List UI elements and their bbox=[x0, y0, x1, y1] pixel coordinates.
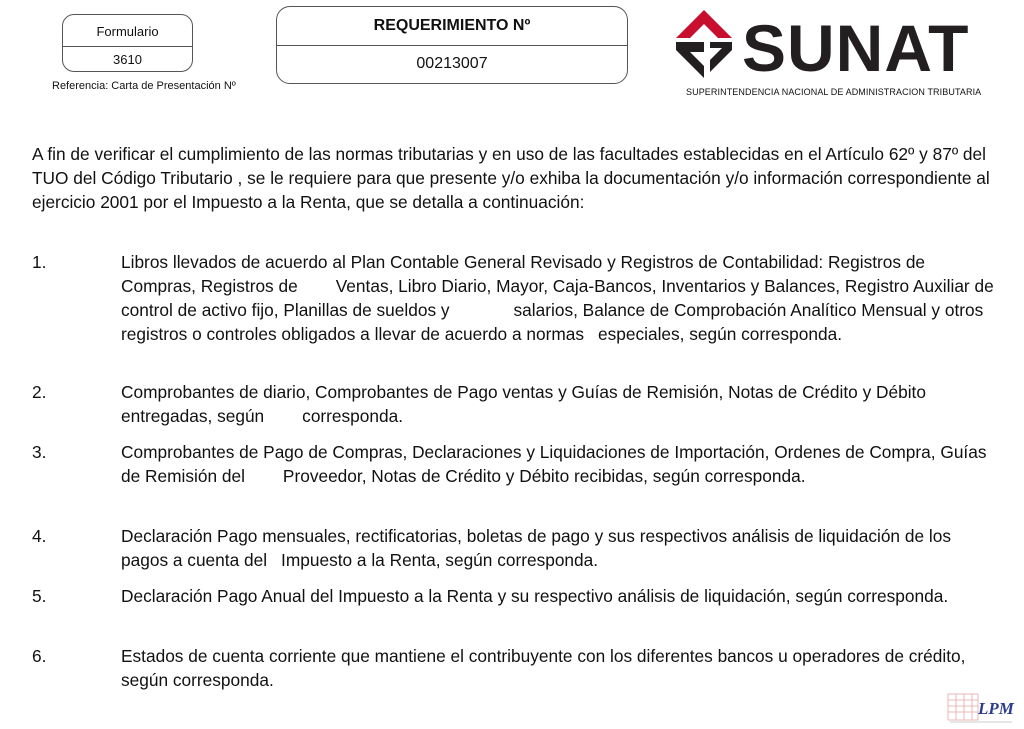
form-box bbox=[62, 14, 193, 72]
item-number: 2. bbox=[32, 382, 47, 402]
reference-text: Referencia: Carta de Presentación Nº bbox=[52, 80, 236, 92]
form-label: Formulario bbox=[96, 24, 159, 39]
sunat-emblem bbox=[676, 10, 732, 78]
item-text: Comprobantes de Pago de Compras, Declaraciones y Liquidaciones de Importación, Ordenes de Compra, Guías de Remisión del Proveedor, Notas de Crédito y Débito recibidas, según corresponda. bbox=[121, 442, 987, 486]
requirement-box bbox=[276, 6, 628, 84]
item-number: 5. bbox=[32, 586, 47, 606]
form-number: 3610 bbox=[113, 52, 142, 67]
sunat-logo-icon bbox=[670, 8, 1010, 80]
lpm-logo-icon bbox=[946, 690, 1016, 726]
item-text: Estados de cuenta corriente que mantiene el contribuyente con los diferentes bancos u operadores de crédito, según corresponda. bbox=[121, 646, 966, 690]
item-text: Libros llevados de acuerdo al Plan Contable General Revisado y Registros de Contabilidad: Registros de Compras, Registros de Ventas, Libro Diario, Mayor, Caja-Bancos, Inventarios y Balances, Registro Auxiliar de control de activo fijo, Planillas de sueldos y salarios, Balance de Comprobación Analítico Mensual y otros registros o controles obligados a llevar de acuerdo a normas especiales, según corresponda. bbox=[121, 252, 994, 344]
list-item bbox=[32, 644, 997, 692]
requirement-divider bbox=[277, 45, 627, 46]
list-item bbox=[32, 440, 997, 488]
item-number: 4. bbox=[32, 526, 47, 546]
intro-paragraph: A fin de verificar el cumplimiento de las normas tributarias y en uso de las facultades establecidas en el Artículo 62º y 87º del TUO del Código Tributario , se le requiere para que presente y/o exhiba la documentación y/o información correspondiente al ejercicio 2001 por el Impuesto a la Renta, que se detalla a continuación: bbox=[32, 144, 990, 212]
item-number: 1. bbox=[32, 252, 47, 272]
form-divider bbox=[63, 46, 192, 47]
list-item bbox=[32, 584, 997, 608]
lpm-logo-text: LPM bbox=[978, 699, 1014, 718]
item-text: Comprobantes de diario, Comprobantes de Pago ventas y Guías de Remisión, Notas de Crédito y Débito entregadas, según corresponda. bbox=[121, 382, 926, 426]
sunat-logo-text: SUNAT bbox=[742, 11, 970, 80]
requirement-number: 00213007 bbox=[416, 55, 488, 72]
item-number: 3. bbox=[32, 442, 47, 462]
requirement-title: REQUERIMIENTO Nº bbox=[373, 17, 531, 34]
item-text: Declaración Pago Anual del Impuesto a la Renta y su respectivo análisis de liquidación, según corresponda. bbox=[121, 586, 949, 606]
list-item bbox=[32, 380, 997, 428]
list-item bbox=[32, 524, 997, 572]
item-number: 6. bbox=[32, 646, 47, 666]
item-text: Declaración Pago mensuales, rectificatorias, boletas de pago y sus respectivos análisis de liquidación de los pagos a cuenta del Impuesto a la Renta, según corresponda. bbox=[121, 526, 951, 570]
list-item bbox=[32, 250, 997, 346]
sunat-subtitle: SUPERINTENDENCIA NACIONAL DE ADMINISTRACION TRIBUTARIA bbox=[686, 87, 982, 97]
